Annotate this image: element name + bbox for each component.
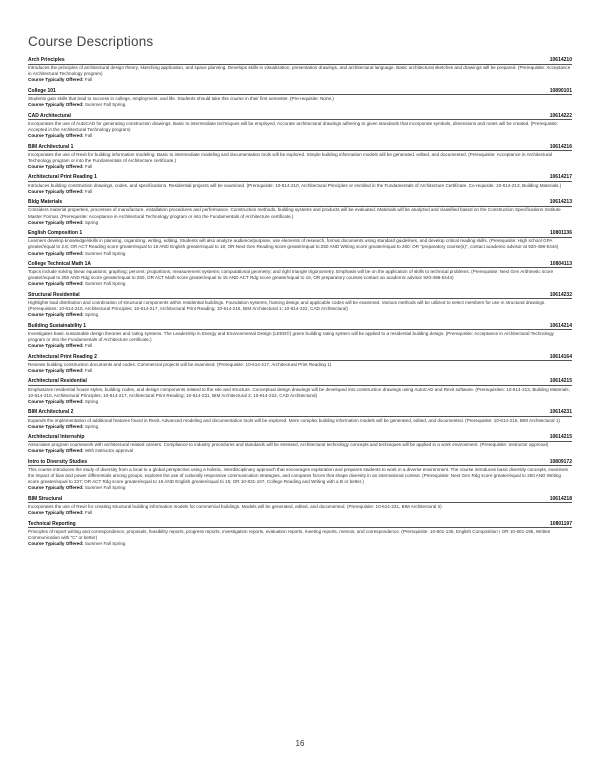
page-number: 16 [295, 739, 305, 748]
offered-value: Fall [84, 188, 93, 194]
course-entry [28, 144, 572, 170]
course-name: Intro to Diversity Studies [28, 458, 88, 465]
course-header [28, 378, 572, 386]
course-entry [28, 174, 572, 194]
course-entry [28, 230, 572, 256]
course-entry [28, 292, 572, 318]
course-header [28, 113, 572, 121]
course-entry [28, 409, 572, 429]
offered-label: Course Typically Offered: [28, 541, 84, 547]
course-entry [28, 199, 572, 225]
course-description: Incorporates the use of AutoCAD for generating construction drawings. Basic to intermediate techniques will be employed. Accurate architectural drawings adhering to given standards that incorporate symbols, dimensions and notes will be created. (Prerequisite: Accepted in the Architectural Technology program) [28, 120, 559, 133]
course-description: Highlights load distribution and coordination of structural components within residential buildings. Foundation systems, framing design and applicable codes will be examined. Various methods will be utilized to select members for use in structural drawings. (Prerequisites: 10-614-210, Architectural Principles; 10-614-217, Architectural Print Reading; 10-614-216, BIM Architectural 1; 10-614-222, CAD Architectural) [28, 300, 546, 312]
course-header [28, 323, 572, 331]
course-number: 10809172 [549, 458, 572, 465]
course-number: 10614218 [549, 495, 572, 502]
course-offered [28, 485, 572, 491]
offered-label: Course Typically Offered: [28, 398, 84, 404]
course-header [28, 434, 572, 442]
course-entry [28, 354, 572, 374]
course-header [28, 292, 572, 300]
course-description: Associates program coursework with architectural related careers. Compliance to industry procedures and standards will be stressed. Architectural technology concepts and techniques will be applied in a work environment. (Prerequisite: Instructor approval) [28, 442, 549, 448]
course-header [28, 199, 572, 207]
course-number: 10614215 [549, 434, 572, 440]
offered-label: Course Typically Offered: [28, 250, 84, 256]
offered-label: Course Typically Offered: [28, 485, 84, 491]
course-offered [28, 343, 572, 349]
offered-value: Summer Fall Spring [84, 485, 126, 491]
course-entry [28, 521, 572, 547]
course-description: Learners develop knowledge/skills in planning, organizing, writing, editing. Students will also analyze audience/purpose, use elements of research, format documents using standard guidelines, and develop critical reading skills. (Prerequisite: High school GPA greater/equal to 2.6; OR ACT Reading score greater/equal to 16 AND English greater/equal to 18; OR Next Gen Reading score greater/equal to 250 AND Writing score greater/equal to 260; OR "preparatory course(s)", contact academic advisor at 920-498-5444) [28, 238, 559, 250]
course-offered [28, 368, 572, 374]
course-name: CAD Architectural [28, 112, 71, 119]
course-number: 10804113 [550, 260, 572, 267]
course-name: BIM Architectural 1 [28, 143, 74, 150]
course-description: Introduces the principles of architectural design theory, sketching application, and space planning. Develops skills in visualization, presentation drawings, and architectural language. Basic architectural sketches and drawings will be prepared. (Prerequisite: Acceptance in Architectural Technology program) [28, 65, 571, 77]
course-header [28, 174, 572, 182]
course-entry [28, 323, 572, 349]
course-name: College Technical Math 1A [28, 260, 91, 267]
course-description: Introduces building construction drawings, codes, and specifications. Residential projects will be examined. (Prerequisite: 10-614-210, Architectural Principles or enrolled in the Fundamentals of Architecture Certificate. Co-requisite: 10-614-213, Building Materials.) [28, 182, 562, 188]
course-name: Arch Principles [28, 57, 65, 63]
course-entry [28, 434, 572, 454]
offered-label: Course Typically Offered: [28, 281, 84, 287]
course-description: Emphasizes residential house styles, building codes, and design components related to the site and structure. Conceptual design drawings will be developed into construction drawings using AutoCAD and Revit software. (Prerequisites: 10-614-213, Building Materials; 10-614-210, Architectural Principles; 10-614-217, Architectural Print Reading; 10-614-231, BIM Architectural 2; 10-614-222, CAD Architectural) [28, 386, 570, 398]
offered-label: Course Typically Offered: [28, 510, 84, 516]
course-offered [28, 189, 572, 195]
offered-label: Course Typically Offered: [28, 448, 84, 454]
course-entry [28, 459, 572, 492]
course-header [28, 261, 572, 269]
offered-label: Course Typically Offered: [28, 219, 84, 225]
course-entry [28, 496, 572, 516]
course-description: Investigates basic sustainable design theories and rating systems. The Leadership in Energy and Environmental Design (LEED©) green building rating system will be applied to a residential building design. (Prerequisite: Acceptance in Architectural Technology program or into the Fundamentals of Architecture certificate.) [28, 330, 554, 343]
course-name: Architectural Residential [28, 378, 87, 385]
course-header [28, 230, 572, 238]
offered-value: Summer Fall Spring [84, 541, 126, 547]
course-name: Structural Residential [28, 291, 80, 298]
course-offered [28, 424, 572, 430]
course-header [28, 459, 572, 467]
offered-label: Course Typically Offered: [28, 164, 84, 170]
offered-value: Fall [84, 343, 93, 349]
course-entry [28, 378, 572, 404]
offered-value: Spring [84, 398, 99, 404]
offered-value: With instructor approval [84, 448, 134, 454]
offered-value: Fall [84, 510, 93, 516]
offered-label: Course Typically Offered: [28, 343, 84, 349]
offered-value: Fall [84, 133, 93, 139]
course-offered [28, 510, 572, 516]
course-description: Considers material properties, processes of manufacture, installation procedures and performance. Construction methods, building systems and products will be evaluated. Materials will be analyzed and classified based on the Construction Specifications Institute Master Format. (Prerequisite: Acceptance in Architectural Technology program or into the Fundamentals of Architecture certificate.) [28, 207, 561, 219]
page-title: Course Descriptions [28, 34, 154, 49]
course-header [28, 409, 572, 417]
course-name: English Composition 1 [28, 230, 83, 237]
course-offered [28, 312, 572, 318]
offered-value: Fall [84, 164, 93, 170]
course-header [28, 144, 572, 152]
course-description: Incorporates the use of Revit for building information modeling. Basic to intermediate modeling and documentation tools will be explored. Simple building information models will be generated, edited, and documented. (Prerequisite: Acceptance in Architectural Technology program or into the Fundamentals of Architecture certificate.) [28, 151, 552, 163]
course-number: 10614164 [549, 353, 572, 360]
course-number: 10614216 [549, 143, 572, 150]
course-header [28, 354, 572, 362]
course-list [28, 57, 572, 547]
course-offered [28, 102, 572, 108]
offered-label: Course Typically Offered: [28, 102, 84, 108]
offered-value: Spring [84, 219, 99, 225]
course-entry [28, 88, 572, 108]
course-offered [28, 251, 572, 257]
course-number: 10614217 [549, 174, 572, 181]
offered-value: Spring [84, 312, 99, 318]
course-header [28, 88, 572, 96]
course-number: 10614213 [549, 199, 572, 206]
offered-label: Course Typically Offered: [28, 188, 84, 194]
course-entry [28, 113, 572, 139]
offered-value: Fall [84, 367, 93, 373]
course-number: 10801197 [550, 520, 572, 527]
course-name: College 101 [28, 87, 56, 94]
course-number: 10614215 [549, 378, 572, 385]
offered-label: Course Typically Offered: [28, 367, 84, 373]
course-offered [28, 77, 572, 83]
course-offered [28, 281, 572, 287]
offered-value: Summer Fall Spring [84, 102, 126, 108]
offered-value: Spring [84, 423, 99, 429]
course-name: Building Sustainability 1 [28, 322, 87, 329]
course-offered [28, 133, 572, 139]
course-number: 10614231 [549, 409, 572, 416]
course-description: Principles of report writing and correspondence, proposals, feasibility reports, progress reports, investigation reports, evaluation reports, meeting reports, memos, and correspondence. (Prerequisite: 10-801-136, English Composition I OR 10-801-195, Written Communication with "C" or better) [28, 528, 551, 540]
course-offered [28, 220, 572, 226]
course-offered [28, 541, 572, 547]
course-number: 10614232 [549, 291, 572, 298]
course-offered [28, 164, 572, 170]
course-name: Bldg Materials [28, 199, 63, 206]
course-description: Expands the implementation of additional features found in Revit. Advanced modeling and documentation tools will be explored. More complex building information models will be generated, edited, and documented. (Prerequisite: 10-614-216, BIM Architectural 1) [28, 417, 560, 423]
course-name: BIM Structural [28, 495, 63, 502]
course-description: Students gain skills that lead to success in college, employment, and life. Students should take this course in their first semester. (Pre-requisite: None.) [28, 96, 334, 102]
course-header [28, 521, 572, 529]
course-number: 10614222 [549, 112, 572, 119]
course-offered [28, 448, 572, 454]
course-number: 10890101 [549, 87, 572, 94]
offered-label: Course Typically Offered: [28, 77, 84, 83]
offered-label: Course Typically Offered: [28, 312, 84, 318]
course-number: 10614210 [549, 57, 572, 63]
course-name: Architectural Print Reading 1 [28, 174, 97, 181]
course-name: Architectural Internship [28, 434, 85, 440]
course-header [28, 496, 572, 504]
offered-value: Fall [84, 77, 93, 83]
offered-value: Summer Fall Spring [84, 250, 126, 256]
course-name: Technical Reporting [28, 520, 76, 527]
course-number: 10614214 [549, 322, 572, 329]
course-name: Architectural Print Reading 2 [28, 353, 97, 360]
course-description: Reviews building construction documents and codes. Commercial projects will be examined. (Prerequisite: 10-614-217, Architectural Print Reading 1) [28, 361, 332, 367]
course-header [28, 57, 572, 65]
course-name: BIM Architectural 2 [28, 409, 74, 416]
course-offered [28, 399, 572, 405]
course-entry [28, 57, 572, 83]
offered-label: Course Typically Offered: [28, 423, 84, 429]
course-number: 10801136 [550, 230, 572, 237]
course-description: This course introduces the study of diversity from a local to a global perspective using a holistic, interdisciplinary approach that encourages exploration and prepares students to work in a diverse environment. The course introduces basic diversity concepts, examines the impact of bias and power differentials among groups, explores the use of culturally responsive communication strategies, and compares forces that shape diversity in an international context. (Prerequisite: Next Gen Rdg score greater/equal to 250 AND Writing score greater/equal to 237; OR ACT Rdg score greater/equal to 16 AND English greater/equal to 15; OR 10-831-107, College Reading and Writing with a B or better.) [28, 467, 568, 485]
course-entry [28, 261, 572, 287]
offered-value: Summer Fall Spring [84, 281, 126, 287]
course-description: Topics include solving linear equations; graphing; percent; proportions; measurement systems; computational geometry; and right triangle trigonometry. Emphasis will be on the application of skills to technical problems. (Prerequisite: Next Gen Arithmetic score greater/equal to 250 AND Rdg score greater/equal to 250, OR ACT Math score greater/equal to 15 AND ACT Rdg score greater/equal to 16, OR preparatory courses-contact an academic advisor 920-498-5444) [28, 269, 554, 281]
offered-label: Course Typically Offered: [28, 133, 84, 139]
course-description: Incorporates the use of Revit for creating structural building information models for commercial buildings. Models will be generated, edited, and documented. (Prerequisite: 10-614-231, BIM Architectural 2) [28, 504, 442, 510]
